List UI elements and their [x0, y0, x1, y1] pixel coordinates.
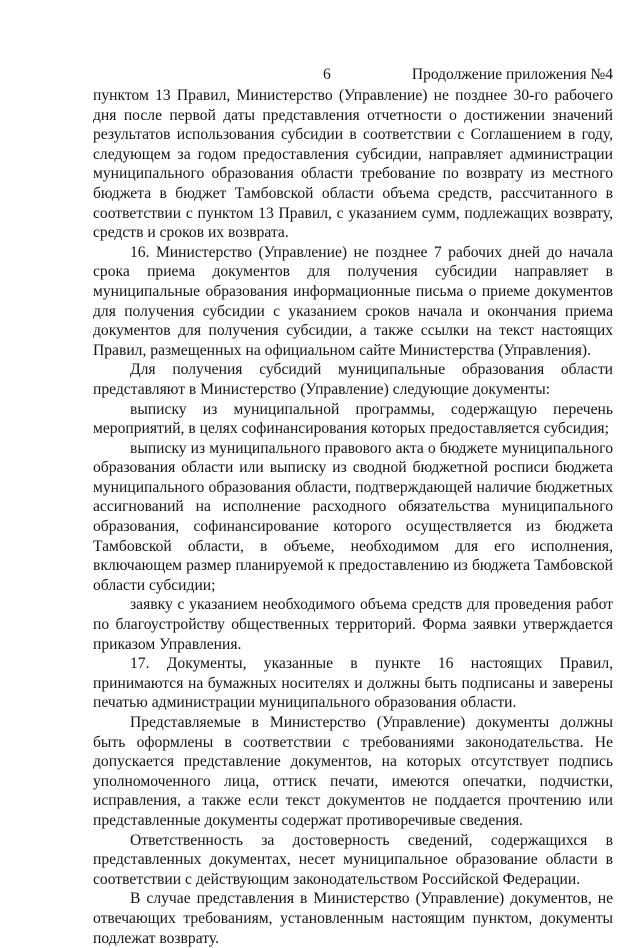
list-item-application: заявку с указанием необходимого объема средств для проведения работ по благоустройству общественных территорий. Форма заявки утверждается приказом Управления.	[93, 596, 613, 653]
list-item-budget-extract: выписку из муниципального правового акта о бюджете муниципального образования области или выписку из сводной бюджетной росписи бюджета муниципального образования области, подтверждающей наличие бюджетных ассигнований на исполнение расходного обязательства муниципального образования, софинансирование которого осуществляется из бюджета Тамбовской области, в объеме, необходимом для его исполнения, включающем размер планируемой к предоставлению из бюджета Тамбовской области субсидии;	[93, 439, 613, 594]
paragraph-return-of-documents: В случае представления в Министерство (Управление) документов, не отвечающих требованиям, установленным настоящим пунктом, документы подлежат возврату.	[93, 890, 613, 947]
list-item-program-extract: выписку из муниципальной программы, содержащую перечень мероприятий, в целях софинансирования которых предоставляется субсидия;	[93, 400, 613, 438]
paragraph-documents-intro: Для получения субсидий муниципальные образования области представляют в Министерство (Управление) следующие документы:	[93, 361, 613, 398]
appendix-continuation-note: Продолжение приложения №4	[411, 66, 613, 83]
paragraph-15-continuation: пунктом 13 Правил, Министерство (Управление) не позднее 30-го рабочего дня после первой даты представления отчетности о достижении значений результатов использования субсидии в соответствии с Соглашением в году, следующем за годом предоставления субсидии, направляет администрации муниципального образования области требование по возврату из местного бюджета в бюджет Тамбовской области объема средств, рассчитанного в соответствии с пунктом 13 Правил, с указанием сумм, подлежащих возврату, средств и сроков их возврата.	[93, 87, 613, 242]
document-page	[93, 64, 613, 948]
paragraph-responsibility: Ответственность за достоверность сведений, содержащихся в представленных документах, несет муниципальное образование области в соответствии с действующим законодательством Российской Федерации.	[93, 831, 613, 888]
page-header	[93, 64, 613, 86]
paragraph-document-requirements: Представляемые в Министерство (Управление) документы должны быть оформлены в соответствии с требованиями законодательства. Не допускается представление документов, на которых отсутствует подпись уполномоченного лица, оттиск печати, имеются опечатки, подчистки, исправления, а также если текст документов не поддается прочтению или представленные документы содержат противоречивые сведения.	[93, 714, 613, 829]
page-number: 6	[323, 66, 331, 83]
paragraph-17: 17. Документы, указанные в пункте 16 настоящих Правил, принимаются на бумажных носителях и должны быть подписаны и заверены печатью администрации муниципального образования области.	[93, 655, 613, 712]
paragraph-16: 16. Министерство (Управление) не позднее 7 рабочих дней до начала срока приема документов для получения субсидии направляет в муниципальные образования информационные письма о приеме документов для получения субсидии с указанием сроков начала и окончания приема документов для получения субсидии, а также ссылки на текст настоящих Правил, размещенных на официальном сайте Министерства (Управления).	[93, 243, 613, 359]
